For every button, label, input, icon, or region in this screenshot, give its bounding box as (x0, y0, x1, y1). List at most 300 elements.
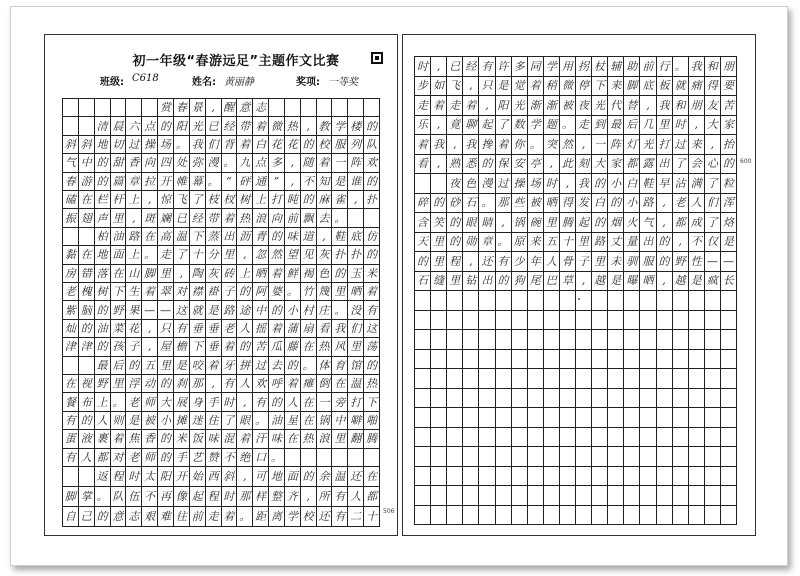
grid-cell (689, 447, 705, 467)
grid-cell: , (705, 135, 721, 155)
grid-cell (721, 369, 737, 389)
grid-cell: 微 (560, 77, 576, 97)
grid-cell: 石 (415, 272, 431, 292)
grid-cell: 得 (705, 77, 721, 97)
grid-cell (447, 408, 463, 428)
grid-cell: 己 (79, 507, 95, 527)
grid-cell: 的 (95, 154, 111, 172)
grid-cell: 微 (269, 117, 285, 135)
grid-cell: 阵 (608, 135, 624, 155)
grid-cell: 野 (111, 301, 127, 319)
grid-cell: 惊 (158, 191, 174, 209)
grid-cell: 走 (158, 246, 174, 264)
grid-cell: 的 (479, 155, 495, 175)
grid-cell (496, 330, 512, 350)
grid-cell: 被 (560, 96, 576, 116)
grid-cell: 清 (95, 117, 111, 135)
grid-cell (528, 408, 544, 428)
grid-cell: 味 (206, 430, 222, 448)
grid-cell (528, 389, 544, 409)
grid-cell: 年 (528, 252, 544, 272)
grid-cell (592, 291, 608, 311)
grid-cell: 里 (657, 116, 673, 136)
grid-cell: 有 (496, 252, 512, 272)
grid-cell (544, 467, 560, 487)
grid-cell: 知 (317, 173, 333, 191)
grid-cell: 烟 (608, 213, 624, 233)
grid-cell: 温 (332, 467, 348, 487)
grid-cell: 的 (95, 301, 111, 319)
grid-cell (479, 369, 495, 389)
grid-cell: 时 (126, 467, 142, 487)
grid-cell (657, 447, 673, 467)
grid-cell (576, 369, 592, 389)
grid-cell: 斜 (79, 136, 95, 154)
grid-cell: 多 (512, 57, 528, 77)
grid-cell: 都 (364, 487, 380, 507)
grid-cell: 拼 (237, 357, 253, 375)
grid-cell: 发 (576, 194, 592, 214)
grid-cell: 树 (95, 283, 111, 301)
grid-cell: 被 (528, 194, 544, 214)
grid-cell (608, 447, 624, 467)
grid-cell: 火 (624, 213, 640, 233)
grid-cell: 脑 (79, 301, 95, 319)
grid-cell (640, 330, 656, 350)
grid-cell: 自 (63, 507, 79, 527)
grid-cell: 像 (174, 487, 190, 507)
grid-cell (512, 428, 528, 448)
grid-cell: 原 (512, 233, 528, 253)
grid-cell: 面 (111, 246, 127, 264)
grid-cell: 望 (285, 246, 301, 264)
grid-cell: 的 (95, 507, 111, 527)
grid-cell (285, 449, 301, 467)
grid-cell: 老 (63, 283, 79, 301)
grid-cell (560, 350, 576, 370)
grid-cell: 。 (142, 246, 158, 264)
grid-cell: 刻 (576, 155, 592, 175)
grid-cell: 十 (560, 233, 576, 253)
grid-cell (705, 428, 721, 448)
grid-cell: 锅 (317, 412, 333, 430)
grid-cell: 还 (317, 507, 333, 527)
grid-cell (673, 408, 689, 428)
grid-cell: 。 (253, 412, 269, 430)
grid-cell: 性 (689, 252, 705, 272)
grid-cell (479, 506, 495, 526)
grid-cell: 了 (222, 412, 238, 430)
grid-cell (415, 389, 431, 409)
grid-cell: 教 (317, 117, 333, 135)
grid-cell: 是 (721, 233, 737, 253)
grid-cell (673, 350, 689, 370)
grid-cell: 有 (332, 487, 348, 507)
grid-cell: 着 (415, 135, 431, 155)
grid-cell: 后 (111, 357, 127, 375)
grid-cell: , (657, 272, 673, 292)
grid-cell: 。 (222, 154, 238, 172)
grid-cell: 聊 (463, 116, 479, 136)
grid-cell: 们 (348, 320, 364, 338)
grid-cell (431, 369, 447, 389)
grid-cell: 行 (657, 57, 673, 77)
grid-cell: 是 (206, 301, 222, 319)
grid-cell (364, 449, 380, 467)
grid-cell: 越 (673, 272, 689, 292)
grid-cell (463, 369, 479, 389)
grid-cell: 时 (673, 116, 689, 136)
grid-cell (63, 117, 79, 135)
grid-cell (496, 447, 512, 467)
grid-cell: 四 (158, 154, 174, 172)
grid-cell: 一 (332, 154, 348, 172)
grid-cell (576, 291, 592, 311)
grid-cell: 走 (415, 96, 431, 116)
grid-cell: 熟 (447, 155, 463, 175)
grid-cell (721, 311, 737, 331)
grid-cell (479, 408, 495, 428)
grid-cell: 口 (253, 449, 269, 467)
grid-cell: 场 (158, 136, 174, 154)
grid-cell: 着 (222, 507, 238, 527)
grid-cell: 下 (592, 77, 608, 97)
grid-cell (317, 449, 333, 467)
grid-cell: 振 (63, 209, 79, 227)
grid-cell: 分 (206, 246, 222, 264)
grid-cell (479, 467, 495, 487)
grid-cell: 章 (126, 173, 142, 191)
grid-cell: 的 (301, 467, 317, 487)
grid-cell (624, 506, 640, 526)
grid-cell: 青 (253, 228, 269, 246)
grid-cell (415, 428, 431, 448)
grid-cell (431, 174, 447, 194)
grid-cell: 起 (190, 487, 206, 507)
grid-cell (348, 99, 364, 117)
grid-cell: 随 (301, 154, 317, 172)
grid-cell: 点 (142, 117, 158, 135)
grid-cell: 着 (269, 320, 285, 338)
grid-cell (673, 311, 689, 331)
grid-cell: 要 (721, 77, 737, 97)
grid-cell: 我 (190, 136, 206, 154)
grid-cell (415, 174, 431, 194)
grid-cell: 声 (95, 209, 111, 227)
grid-cell: 着 (364, 283, 380, 301)
grid-cell (560, 428, 576, 448)
grid-cell (528, 428, 544, 448)
grid-cell (512, 447, 528, 467)
grid-cell: 一 (592, 135, 608, 155)
grid-cell: 灰 (317, 246, 333, 264)
grid-cell: 没 (348, 301, 364, 319)
grid-cell: 婆 (269, 283, 285, 301)
grid-cell: 手 (174, 449, 190, 467)
grid-cell (463, 428, 479, 448)
grid-cell: 津 (79, 338, 95, 356)
grid-cell: 香 (126, 154, 142, 172)
grid-cell: 枝 (206, 191, 222, 209)
grid-cell: 果 (126, 301, 142, 319)
grid-cell: 景 (190, 99, 206, 117)
grid-cell: 前 (285, 209, 301, 227)
grid-cell (63, 467, 79, 487)
grid-cell: 温 (348, 375, 364, 393)
grid-cell (640, 486, 656, 506)
grid-cell (528, 311, 544, 331)
grid-cell: 太 (142, 467, 158, 487)
grid-cell (479, 311, 495, 331)
grid-cell (673, 291, 689, 311)
grid-cell (624, 447, 640, 467)
grid-cell: 程 (206, 487, 222, 507)
grid-cell: 二 (348, 507, 364, 527)
grid-cell: 队 (364, 136, 380, 154)
grid-cell: 忽 (253, 246, 269, 264)
grid-cell (608, 428, 624, 448)
grid-cell: 。 (673, 57, 689, 77)
grid-cell: 我 (431, 135, 447, 155)
grid-cell: 老 (126, 393, 142, 411)
grid-cell: 服 (332, 136, 348, 154)
grid-cell: 白 (624, 174, 640, 194)
grid-cell: 里 (544, 213, 560, 233)
grid-cell: 人 (285, 393, 301, 411)
grid-cell (657, 330, 673, 350)
grid-cell: 样 (253, 487, 269, 507)
grid-cell (689, 408, 705, 428)
grid-cell: 来 (608, 77, 624, 97)
grid-cell: 鞋 (640, 174, 656, 194)
grid-cell: 油 (269, 412, 285, 430)
grid-cell: 有 (253, 393, 269, 411)
grid-cell: 上 (126, 246, 142, 264)
grid-cell: 的 (431, 194, 447, 214)
grid-cell: 就 (190, 301, 206, 319)
grid-cell: 雀 (332, 191, 348, 209)
grid-cell (624, 428, 640, 448)
page-number-left: 506 (383, 508, 395, 515)
grid-cell: 房 (63, 265, 79, 283)
grid-cell (431, 447, 447, 467)
grid-cell: 汗 (253, 430, 269, 448)
grid-cell (447, 369, 463, 389)
grid-cell: 眼 (237, 412, 253, 430)
grid-cell: 大 (705, 116, 721, 136)
grid-cell: 展 (174, 393, 190, 411)
grid-cell (544, 506, 560, 526)
grid-cell: 里 (447, 272, 463, 292)
grid-cell: 都 (95, 449, 111, 467)
grid-cell: 晒 (253, 265, 269, 283)
grid-cell: 已 (447, 57, 463, 77)
grid-cell: 黏 (63, 246, 79, 264)
grid-cell: 动 (142, 375, 158, 393)
grid-cell: 阳 (174, 117, 190, 135)
grid-cell: 的 (95, 173, 111, 191)
grid-cell: , (301, 487, 317, 507)
grid-cell (640, 447, 656, 467)
grid-cell (560, 330, 576, 350)
grid-cell: 油 (111, 228, 127, 246)
grid-cell: , (673, 233, 689, 253)
grid-cell: 在 (79, 191, 95, 209)
grid-cell (657, 506, 673, 526)
grid-cell: 渐 (528, 96, 544, 116)
grid-cell: 对 (111, 449, 127, 467)
grid-cell: 底 (640, 77, 656, 97)
grid-cell (592, 467, 608, 487)
grid-cell: 生 (126, 283, 142, 301)
grid-cell (79, 357, 95, 375)
grid-cell (721, 506, 737, 526)
grid-cell: 了 (705, 213, 721, 233)
grid-cell (576, 428, 592, 448)
grid-cell (496, 486, 512, 506)
grid-cell: 六 (126, 117, 142, 135)
grid-cell: 辅 (608, 57, 624, 77)
grid-cell: 孩 (111, 338, 127, 356)
grid-cell: , (560, 174, 576, 194)
grid-cell: 瓜 (269, 338, 285, 356)
grid-cell (576, 506, 592, 526)
grid-cell: 这 (174, 301, 190, 319)
grid-cell: 看 (415, 155, 431, 175)
grid-cell: 馆 (348, 357, 364, 375)
grid-cell: 最 (95, 357, 111, 375)
grid-cell: 整 (269, 487, 285, 507)
grid-cell: 了 (496, 116, 512, 136)
grid-cell: 的 (332, 265, 348, 283)
student-info-row (100, 73, 400, 89)
grid-cell (673, 428, 689, 448)
grid-cell: 错 (79, 265, 95, 283)
grid-cell: 向 (269, 209, 285, 227)
grid-cell (673, 506, 689, 526)
grid-cell: 来 (689, 135, 705, 155)
grid-cell: 疯 (705, 272, 721, 292)
grid-cell: 着 (253, 117, 269, 135)
grid-cell: 起 (479, 116, 495, 136)
grid-cell (705, 369, 721, 389)
grid-cell: 的 (415, 252, 431, 272)
grid-cell: 我 (689, 57, 705, 77)
grid-cell: 不 (142, 487, 158, 507)
grid-cell: , (206, 375, 222, 393)
grid-cell: 着 (496, 135, 512, 155)
grid-cell: 。 (332, 301, 348, 319)
grid-cell: 里 (222, 246, 238, 264)
grid-cell: 的 (592, 213, 608, 233)
grid-cell (431, 467, 447, 487)
name-label: 姓名: (192, 77, 216, 88)
grid-cell (705, 311, 721, 331)
grid-cell: 村 (301, 301, 317, 319)
grid-cell: 开 (174, 467, 190, 487)
grid-cell: 育 (332, 357, 348, 375)
grid-cell (576, 389, 592, 409)
grid-cell: 越 (592, 272, 608, 292)
grid-cell: 藤 (285, 338, 301, 356)
grid-cell: 麻 (317, 191, 333, 209)
grid-cell: 里 (158, 265, 174, 283)
grid-cell: 。 (174, 136, 190, 154)
grid-cell: 再 (158, 487, 174, 507)
grid-cell: 朋 (689, 96, 705, 116)
grid-cell: 篾 (317, 283, 333, 301)
grid-cell (544, 408, 560, 428)
grid-cell: 的 (95, 338, 111, 356)
grid-cell (479, 486, 495, 506)
grid-cell (592, 369, 608, 389)
grid-cell: 灯 (624, 135, 640, 155)
grid-cell: 阵 (348, 154, 364, 172)
grid-cell: 老 (222, 320, 238, 338)
grid-cell (721, 428, 737, 448)
grid-cell: 意 (237, 99, 253, 117)
grid-cell: 在 (285, 430, 301, 448)
grid-cell (447, 486, 463, 506)
grid-cell: 距 (253, 507, 269, 527)
grid-cell (364, 99, 380, 117)
grid-cell: 的 (301, 136, 317, 154)
grid-cell (496, 291, 512, 311)
grid-cell: 浮 (126, 375, 142, 393)
grid-cell: 漫 (206, 154, 222, 172)
grid-cell: 扑 (332, 246, 348, 264)
grid-cell (576, 467, 592, 487)
grid-cell: 师 (142, 449, 158, 467)
grid-cell: 的 (657, 252, 673, 272)
grid-cell (431, 330, 447, 350)
grid-cell: 勋 (463, 233, 479, 253)
grid-cell: 咬 (190, 357, 206, 375)
grid-cell: , (463, 252, 479, 272)
grid-cell: 的 (496, 272, 512, 292)
grid-cell: 玉 (348, 265, 364, 283)
grid-cell (415, 486, 431, 506)
grid-cell (624, 350, 640, 370)
grid-cell: 带 (206, 209, 222, 227)
grid-cell: 飞 (447, 77, 463, 97)
grid-cell: 经 (190, 209, 206, 227)
grid-cell: 人 (544, 252, 560, 272)
grid-cell (640, 311, 656, 331)
grid-cell: 上 (253, 191, 269, 209)
grid-cell: 的 (158, 375, 174, 393)
grid-cell: 的 (269, 228, 285, 246)
grid-cell: 安 (512, 155, 528, 175)
grid-cell: 弥 (190, 154, 206, 172)
grid-cell: , (142, 320, 158, 338)
grid-cell: 小 (285, 301, 301, 319)
grid-cell: 里 (431, 252, 447, 272)
grid-cell: 楼 (348, 117, 364, 135)
grid-cell (479, 291, 495, 311)
grid-cell: 着 (528, 77, 544, 97)
grid-cell: 走 (206, 507, 222, 527)
grid-cell (560, 408, 576, 428)
grid-cell: 了 (705, 174, 721, 194)
grid-cell (705, 350, 721, 370)
grid-cell: 如 (431, 77, 447, 97)
grid-cell: 西 (206, 467, 222, 487)
grid-cell: 的 (657, 233, 673, 253)
grid-cell: 时 (222, 393, 238, 411)
grid-cell (415, 369, 431, 389)
grid-cell: 紫 (63, 301, 79, 319)
